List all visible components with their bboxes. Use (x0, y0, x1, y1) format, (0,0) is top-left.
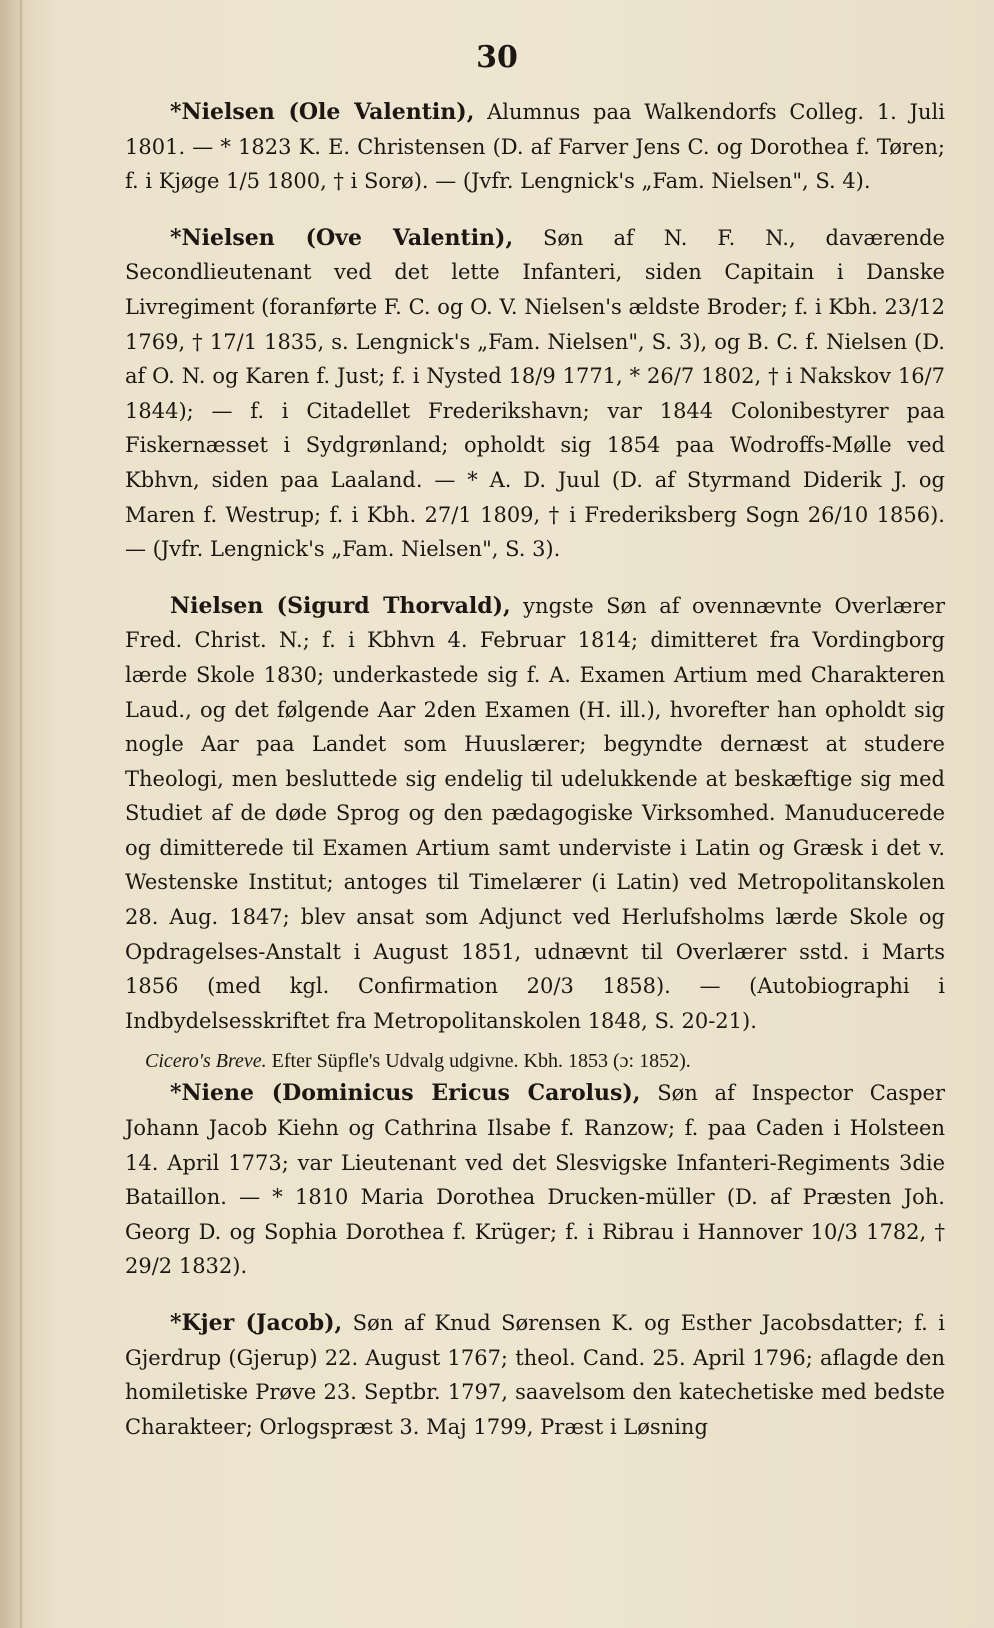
bibliography-details: Efter Süpfle's Udvalg udgivne. Kbh. 1853 (ɔ: 1852). (266, 1050, 691, 1073)
entry-headword: *Kjer (Jacob), (170, 1310, 343, 1336)
entry-dominicus (125, 1076, 945, 1284)
entry-headword: *Nielsen (Ole Valentin), (170, 99, 475, 125)
bibliography-title: Cicero's Breve. (145, 1050, 267, 1073)
entry-headword: *Nielsen (Ove Valentin), (170, 224, 514, 251)
entry-jacob-kjer (125, 1306, 945, 1444)
entry-ove-valentin (125, 221, 945, 567)
page-number: 30 (476, 40, 518, 75)
entry-ole-valentin (125, 95, 945, 199)
entry-text: Søn af Knud Sørensen K. og Esther Jacobsdatter; f. i Gjerdrup (Gjerup) 22. August 1767; theol. Cand. 25. April 1796; aflagde den homiletiske Prøve 23. Septbr. 1797, saavelsom den katechetiske med bedste Charakteer; Orlogspræst 3. Maj 1799, Præst i Løsning (125, 1311, 945, 1439)
entry-headword: Nielsen (Sigurd Thorvald), (170, 592, 511, 619)
text-block (125, 95, 945, 1444)
entry-text: yngste Søn af ovennævnte Overlærer Fred. Christ. N.; f. i Kbhvn 4. Februar 1814; dimitteret fra Vordingborg lærde Skole 1830; underkastede sig f. A. Examen Artium med Charakteren Laud., og det følgende Aar 2den Examen (H. ill.), hvorefter han opholdt sig nogle Aar paa Landet som Huuslærer; begyndte dernæst at studere Theologi, men besluttede sig endelig til udelukkende at beskæftige sig med Studiet af de døde Sprog og den pædagogiske Virksomhed. Manuducerede og dimitterede til Examen Artium samt underviste i Latin og Græsk i det v. Westenske Institut; antoges til Timelærer (i Latin) ved Metropolitanskolen 28. Aug. 1847; blev ansat som Adjunct ved Herlufsholms lærde Skole og Opdragelses-Anstalt i August 1851, udnævnt til Overlærer sstd. i Marts 1856 (med kgl. Confirmation 20/3 1858). — (Autobiographi i Indbydelsesskriftet fra Metropolitanskolen 1848, S. 20-21). (125, 593, 945, 1033)
entry-text: Søn af Inspector Casper Johann Jacob Kiehn og Cathrina Ilsabe f. Ranzow; f. paa Caden i Holsteen 14. April 1773; var Lieutenant ved det Slesvigske Infanteri-Regiments 3die Bataillon. — * 1810 Maria Dorothea Drucken-müller (D. af Præsten Joh. Georg D. og Sophia Dorothea f. Krüger; f. i Ribrau i Hannover 10/3 1782, † 29/2 1832). (125, 1081, 945, 1279)
bibliography-line (125, 1046, 945, 1076)
entry-text: Søn af N. F. N., daværende Secondlieutenant ved det lette Infanteri, siden Capitain i Danske Livregiment (foranførte F. C. og O. V. Nielsen's ældste Broder; f. i Kbh. 23/12 1769, † 17/1 1835, s. Lengnick's „Fam. Nielsen", S. 3), og B. C. f. Nielsen (D. af O. N. og Karen f. Just; f. i Nysted 18/9 1771, * 26/7 1802, † i Nakskov 16/7 1844); — f. i Citadellet Frederikshavn; var 1844 Colonibestyrer paa Fiskernæsset i Sydgrønland; opholdt sig 1854 paa Wodroffs-Mølle ved Kbhvn, siden paa Laaland. — * A. D. Juul (D. af Styrmand Diderik J. og Maren f. Westrup; f. i Kbh. 27/1 1809, † i Frederiksberg Sogn 26/10 1856). — (Jvfr. Lengnick's „Fam. Nielsen", S. 3). (125, 225, 945, 562)
entry-sigurd-thorvald (125, 589, 945, 1039)
page-fold-line (20, 0, 22, 1628)
entry-headword: *Niene (Dominicus Ericus Carolus), (170, 1080, 641, 1107)
entry-text: Alumnus paa Walkendorfs Colleg. 1. Juli 1801. — * 1823 K. E. Christensen (D. af Farver Jens C. og Dorothea f. Tøren; f. i Kjøge 1/5 1800, † i Sorø). — (Jvfr. Lengnick's „Fam. Nielsen", S. 4). (125, 100, 945, 194)
